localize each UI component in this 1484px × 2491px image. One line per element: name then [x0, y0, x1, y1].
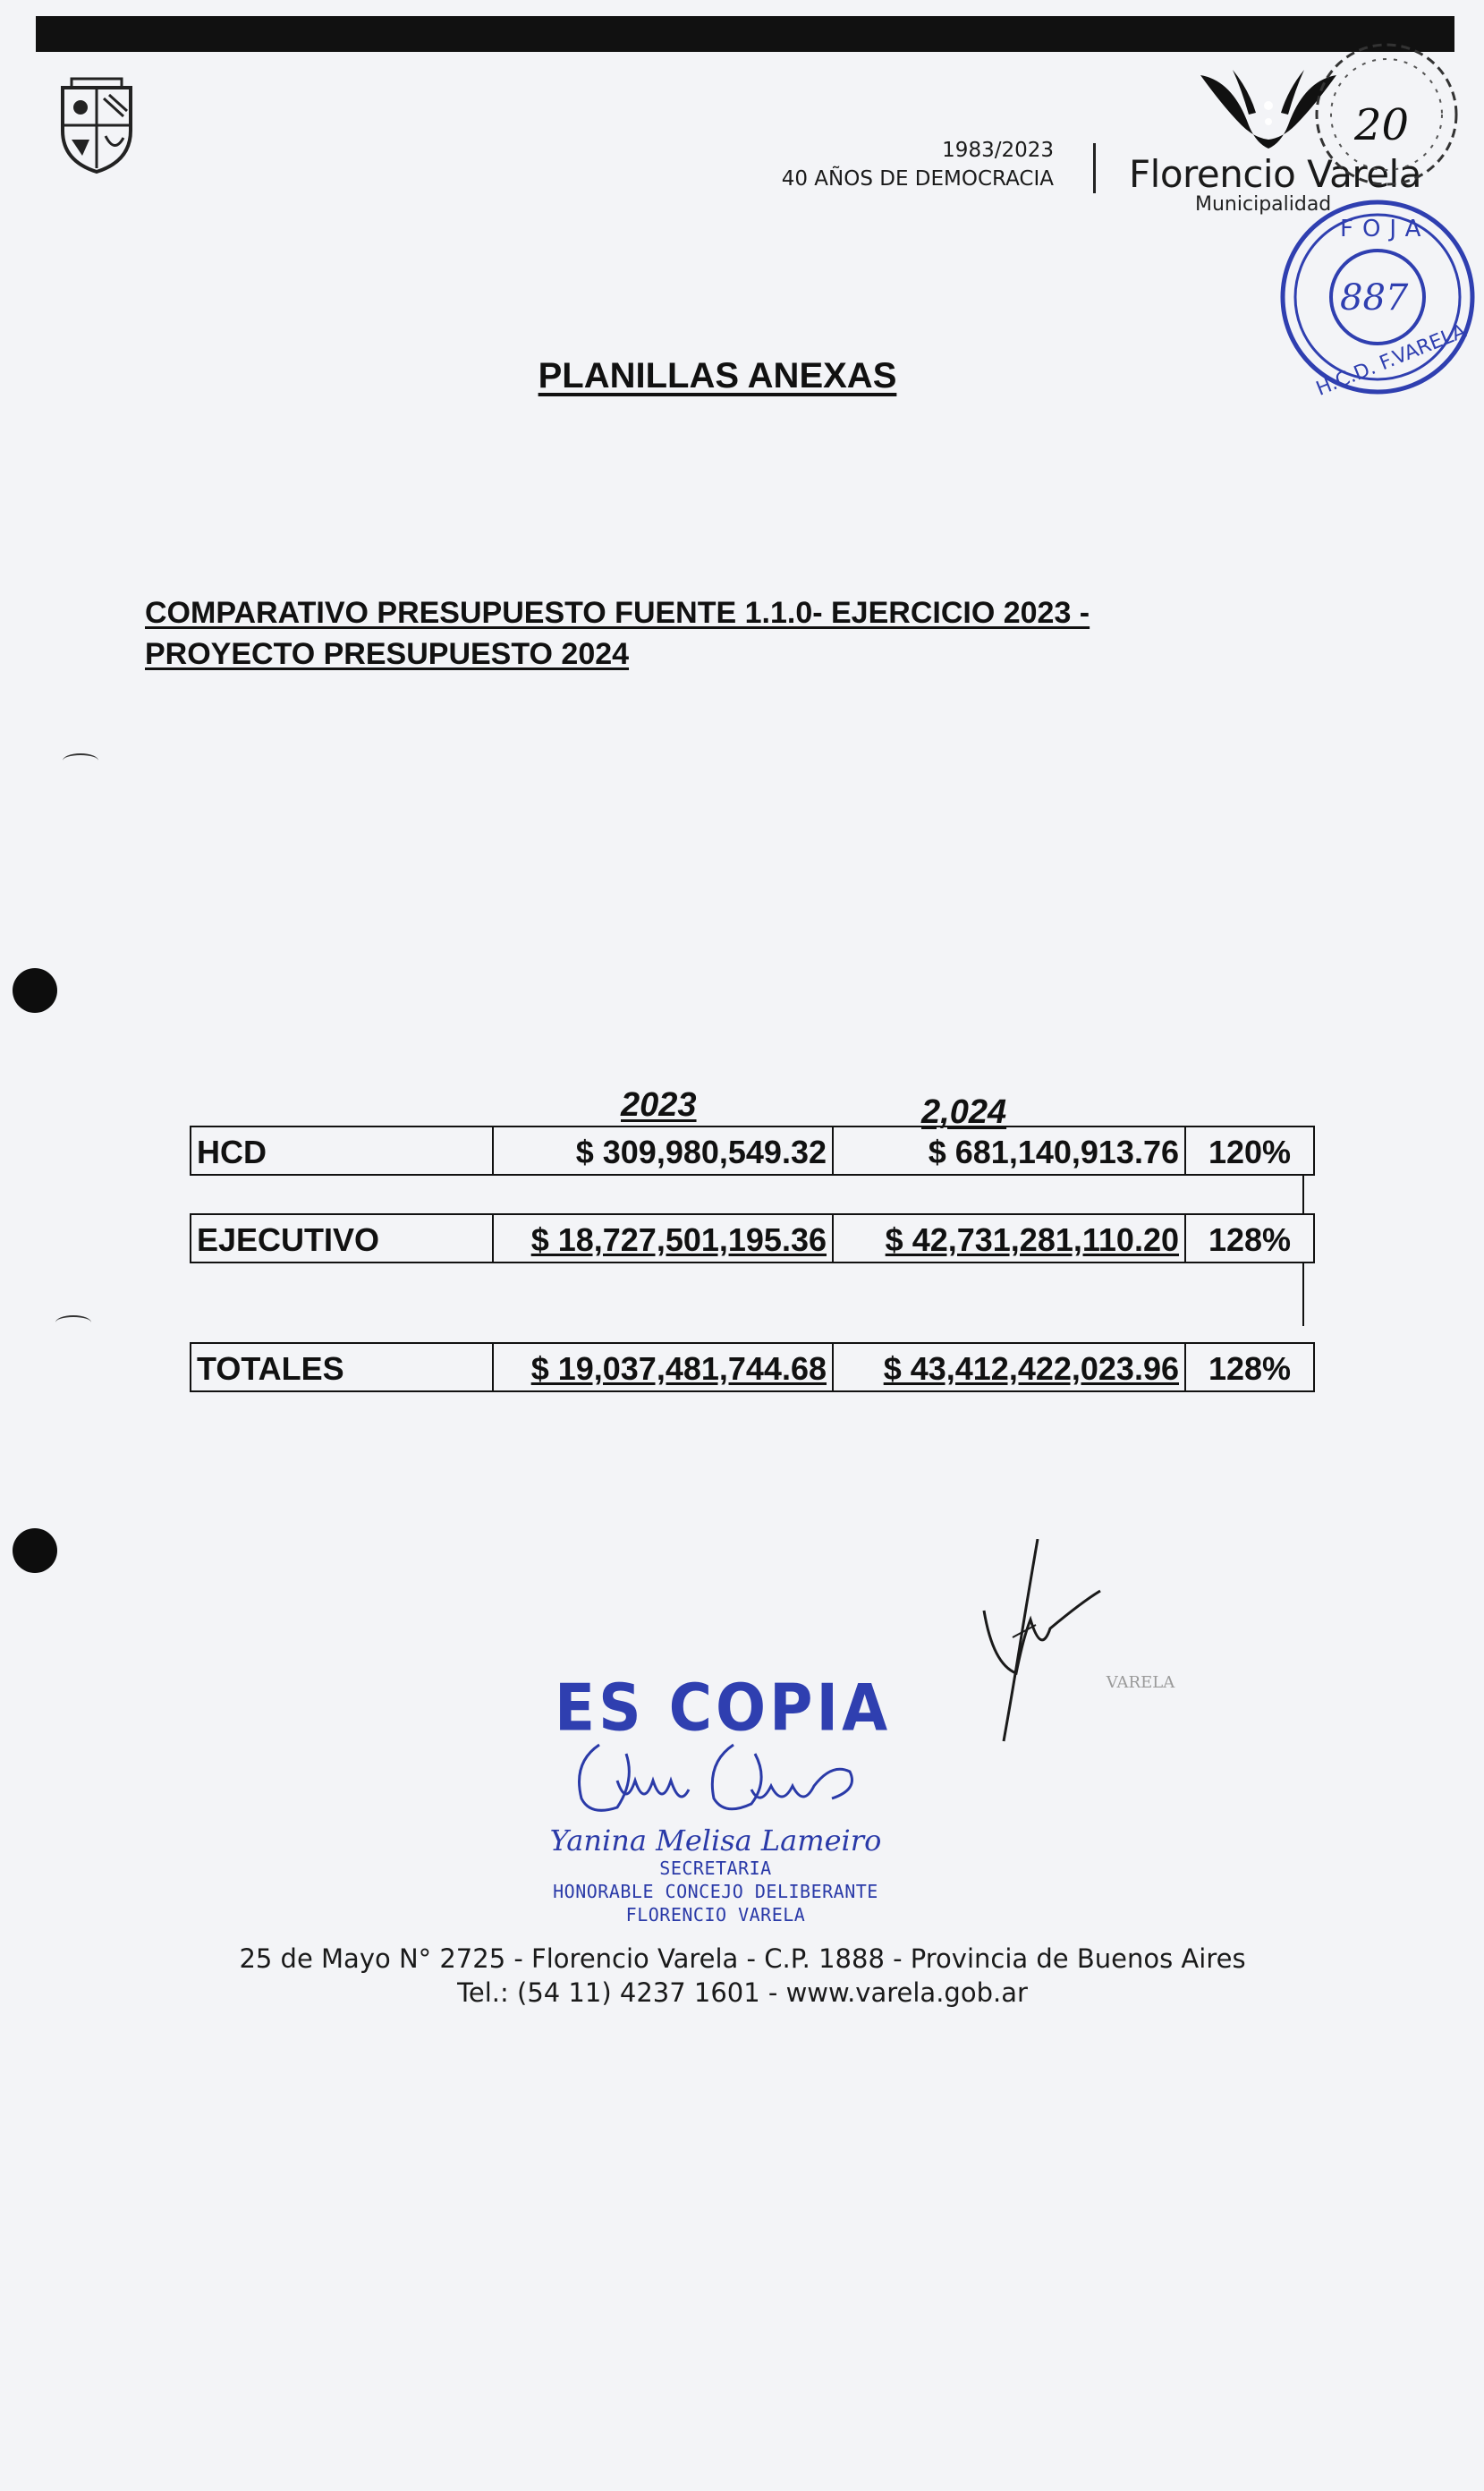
value-2023: $ 19,037,481,744.68 [492, 1342, 834, 1392]
punch-hole-top [13, 968, 57, 1013]
footer-contact: Tel.: (54 11) 4237 1601 - www.varela.gob.ar [457, 1977, 1028, 2008]
subtitle-line-1: COMPARATIVO PRESUPUESTO FUENTE 1.1.0- EJERCICIO 2023 - [145, 596, 1090, 630]
col-header-2024: 2,024 [921, 1093, 1007, 1131]
signer-role: SECRETARIA [659, 1858, 772, 1879]
margin-mark [55, 1315, 91, 1330]
document-subtitle [145, 592, 1263, 675]
page-title: PLANILLAS ANEXAS [538, 356, 897, 395]
org-name: Florencio Varela [1129, 152, 1421, 196]
value-2024: $ 681,140,913.76 [832, 1126, 1186, 1176]
percentage: 128% [1184, 1342, 1315, 1392]
faded-stamp-text [930, 1673, 1208, 1693]
margin-mark [63, 753, 98, 768]
footer-address: 25 de Mayo N° 2725 - Florencio Varela - C.P. 1888 - Provincia de Buenos Aires [239, 1943, 1246, 1974]
signer-city: FLORENCIO VARELA [625, 1904, 806, 1926]
header-divider [1093, 143, 1096, 193]
percentage: 128% [1184, 1213, 1315, 1263]
percentage: 120% [1184, 1126, 1315, 1176]
row-label: EJECUTIVO [190, 1213, 494, 1263]
faded-stamp-line: VARELA [1106, 1673, 1175, 1692]
subtitle-line-2: PROYECTO PRESUPUESTO 2024 [145, 637, 630, 671]
punch-hole-bottom [13, 1528, 57, 1573]
scan-top-bar [36, 16, 1454, 52]
official-signature [930, 1539, 1199, 1772]
years-text: 1983/2023 [942, 139, 1054, 162]
signer-org: HONORABLE CONCEJO DELIBERANTE [553, 1881, 878, 1902]
municipal-crest-icon [55, 75, 138, 175]
table-connector [1302, 1263, 1304, 1326]
value-2024: $ 42,731,281,110.20 [832, 1213, 1186, 1263]
foja-label: FOJA [1340, 216, 1430, 242]
row-label: TOTALES [190, 1342, 494, 1392]
value-2023: $ 309,980,549.32 [492, 1126, 834, 1176]
value-2023: $ 18,727,501,195.36 [492, 1213, 834, 1263]
signer-name: Yanina Melisa Lameiro [549, 1824, 882, 1858]
foja-number: 887 [1340, 277, 1409, 319]
org-subname: Municipalidad [1195, 193, 1332, 216]
handwritten-number: 20 [1354, 100, 1410, 150]
democracy-text: 40 AÑOS DE DEMOCRACIA [781, 167, 1054, 191]
democracy-caption [716, 136, 1054, 193]
value-2024: $ 43,412,422,023.96 [832, 1342, 1186, 1392]
page-number-seal [1279, 43, 1467, 204]
col-header-2023: 2023 [621, 1086, 697, 1124]
es-copia-stamp: ES COPIA [555, 1670, 892, 1746]
table-connector [1302, 1176, 1304, 1215]
row-label: HCD [190, 1126, 494, 1176]
foja-org: H.C.D. F.VARELA [1312, 319, 1470, 401]
